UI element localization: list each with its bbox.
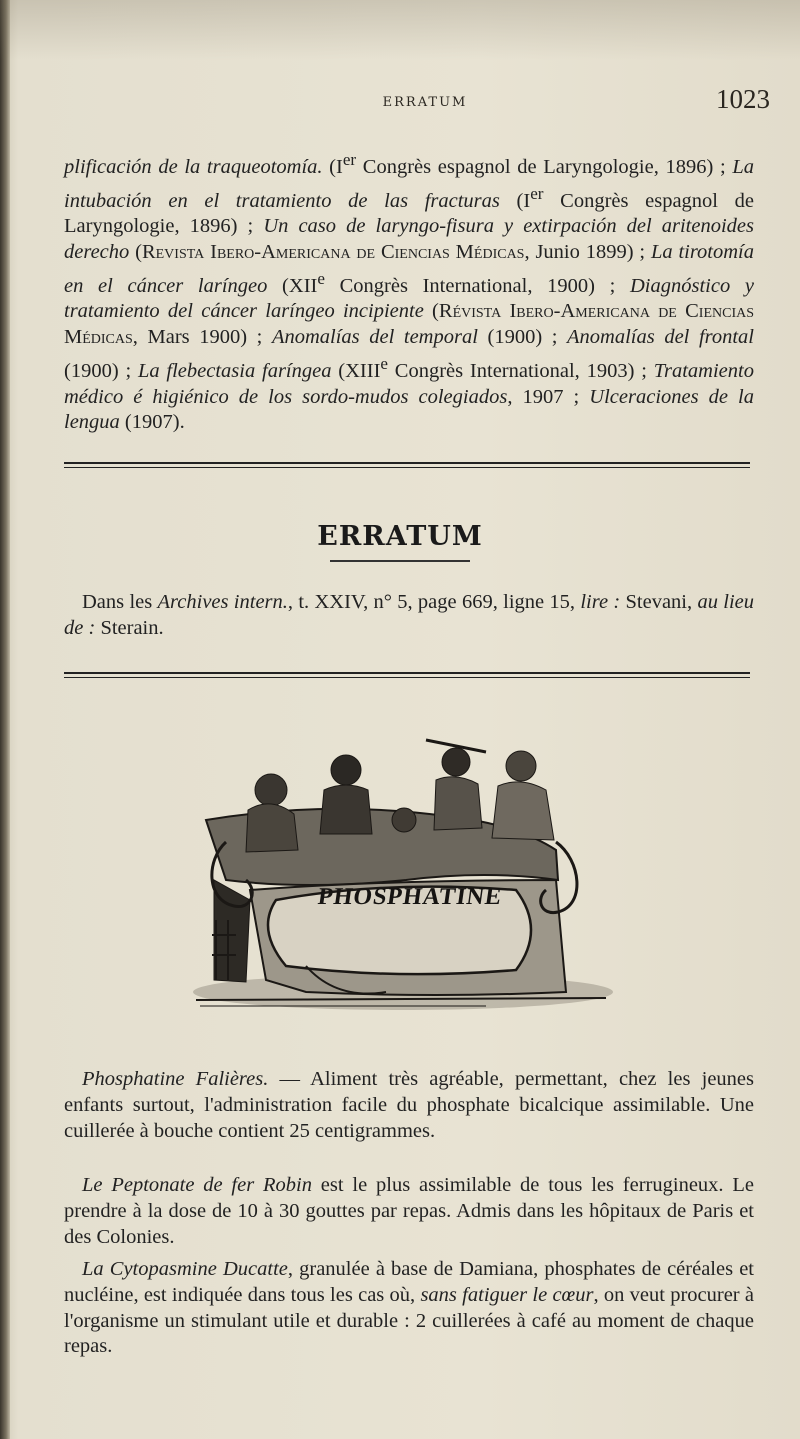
bib-text: Congrès espagnol de Laryngologie, 1896) ; — [356, 155, 733, 178]
bib-text: , 1907 ; — [507, 385, 590, 408]
erratum-text: Dans les — [82, 591, 158, 613]
bib-text: , Mars 1900) ; — [132, 326, 272, 349]
paragraph-text: — Aliment très agréable, permettant, chez les jeunes enfants surtout, l'administration facile du phosphate bicalcique assimilable. Une cuillerée à bouche contient 25 centigrammes. — [64, 1068, 754, 1142]
bib-text: ( — [423, 300, 439, 323]
page-number: 1023 — [716, 84, 770, 114]
bib-text: (1907). — [119, 411, 185, 434]
bib-text: (1900) ; — [64, 359, 138, 382]
phosphatine-logo-text: PHOSPHATINE — [316, 884, 504, 910]
bib-text: (1900) ; — [477, 326, 568, 349]
erratum-italic: au lieu de : — [64, 591, 754, 639]
book-spine-shadow — [0, 0, 10, 1439]
erratum-italic: lire : — [580, 591, 621, 613]
bib-sup: e — [317, 268, 325, 288]
paragraph-text: , on veut procurer à l'organisme un stimulant utile et durable : 2 cuillerées à café au moment de chaque repas. — [64, 1283, 754, 1358]
product-name: Phosphatine Falières. — [82, 1068, 269, 1090]
bib-journal: Revista Ibero-Americana de Ciencias Médicas — [141, 241, 525, 264]
bib-text: (I — [322, 155, 343, 178]
bib-title: Diagnóstico y tratamiento del cáncer laríngeo incipiente — [64, 274, 754, 323]
bib-sup: er — [342, 150, 357, 169]
bib-journal: Révista Ibero-Americana de Ciencias Médicas — [64, 300, 754, 349]
erratum-text: , t. XXIV, n° 5, page 669, ligne 15, — [287, 591, 581, 613]
bib-title: Un caso de laryngo-fisura y extirpación del aritenoides derecho — [64, 215, 754, 264]
bib-text: (XIII — [331, 359, 381, 382]
bib-text: (XII — [267, 274, 318, 297]
erratum-text: Sterain. — [95, 616, 164, 639]
paragraph-text: est le plus assimilable de tous les ferrugineux. Le prendre à la dose de 10 à 30 gouttes par repas. Admis dans les hôpitaux de Paris et des Colonies. — [64, 1174, 754, 1248]
bib-text: , Junio 1899) ; — [524, 241, 651, 264]
bib-text: Congrès International, 1900) ; — [324, 274, 630, 297]
bib-title: La intubación en el tratamiento de las fracturas — [64, 155, 754, 212]
product-name: Le Peptonate de fer Robin — [82, 1174, 312, 1196]
bib-title: La tirotomía en el cáncer laríngeo — [64, 241, 755, 297]
bib-text: ( — [129, 241, 142, 264]
bib-title: Tratamiento médico é higiénico de los sordo-mudos colegiados — [64, 359, 754, 408]
paragraph-text: , granulée à base de Damiana, phosphates de céréales et nucléine, est indiquée dans tous les cas où, — [64, 1258, 754, 1306]
bib-text: Congrès espagnol de Laryngologie, 1896) ; — [64, 189, 754, 238]
advert-paragraph-phosphatine — [64, 1067, 754, 1144]
bib-title: Anomalías del temporal — [271, 326, 478, 349]
product-name: La Cytopasmine Ducatte — [82, 1258, 288, 1280]
bib-title: Anomalías del frontal — [567, 326, 755, 349]
bib-text: (I — [499, 189, 531, 212]
double-rule — [64, 462, 750, 468]
advert-illustration — [186, 730, 620, 1030]
erratum-text: Stevani, — [620, 591, 698, 613]
erratum-heading: ERRATUM — [317, 521, 483, 552]
erratum-italic: Archives intern. — [157, 591, 288, 613]
running-head: ERRATUM — [382, 95, 468, 110]
bib-sup: e — [380, 354, 388, 374]
bib-text: Congrès International, 1903) ; — [388, 359, 654, 382]
double-rule — [64, 672, 750, 678]
heading-underline — [330, 560, 470, 562]
engraving-image — [193, 740, 613, 1010]
paragraph-italic: sans fatiguer le cœur — [420, 1283, 594, 1306]
bibliography-paragraph — [64, 147, 754, 436]
bib-sup: er — [530, 183, 544, 203]
bib-title: Ulceraciones de la lengua — [64, 385, 754, 434]
bib-title: plificación de la traqueotomía. — [64, 155, 323, 178]
advert-paragraph-peptonate — [64, 1173, 754, 1250]
advert-paragraph-cytopasmine — [64, 1257, 754, 1360]
erratum-paragraph — [64, 590, 754, 642]
top-shadow — [0, 0, 800, 60]
bib-title: La flebectasia faríngea — [137, 359, 332, 382]
